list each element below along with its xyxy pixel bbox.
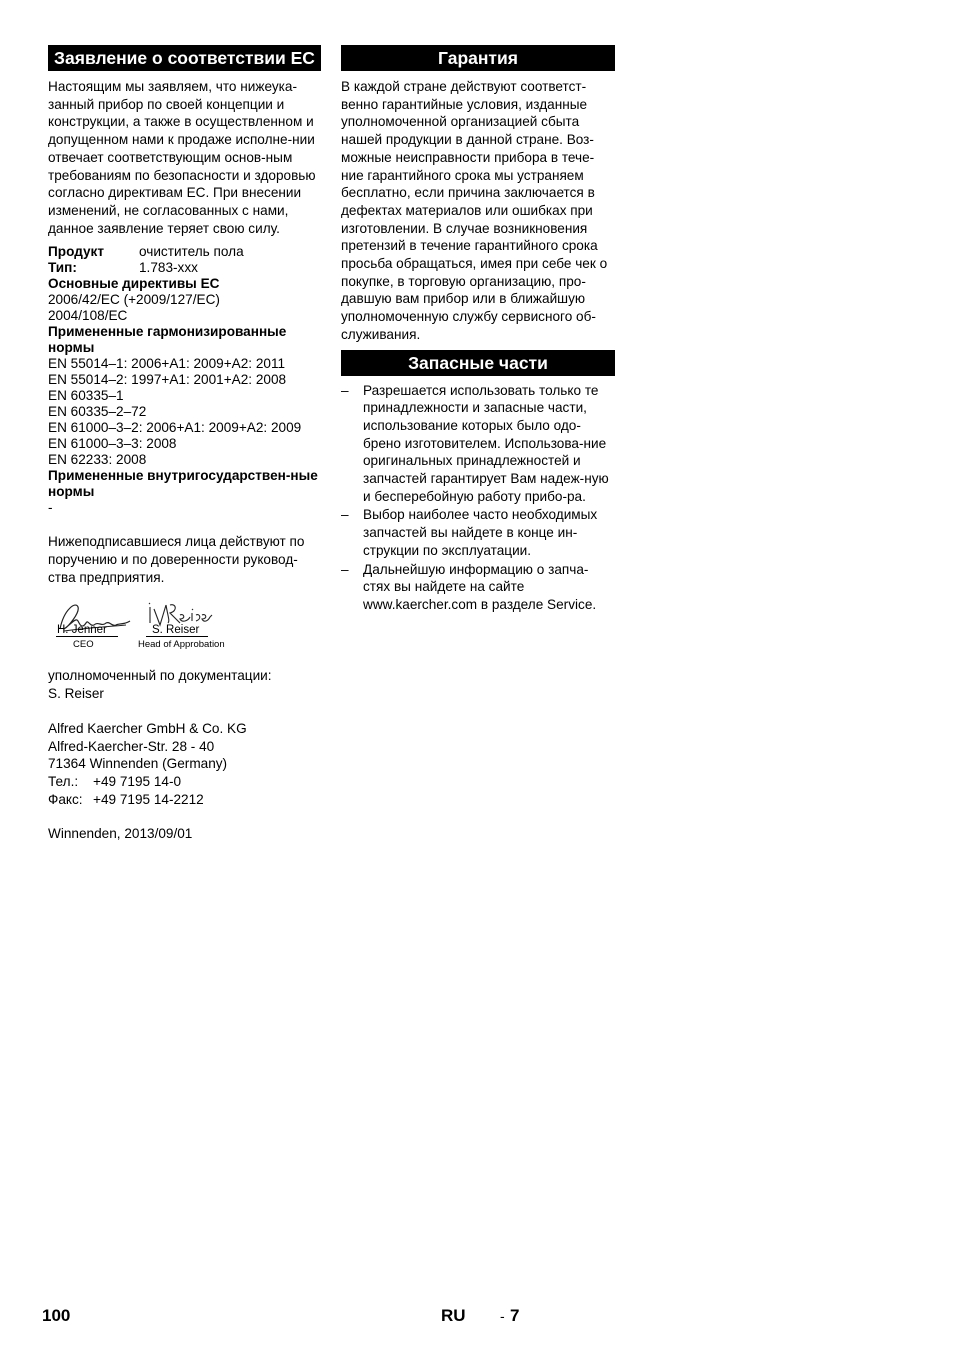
product-label: Продукт bbox=[48, 244, 105, 260]
company-street: Alfred-Kaercher-Str. 28 - 40 bbox=[48, 738, 215, 754]
product-row bbox=[48, 244, 321, 260]
doc-rep-name: S. Reiser bbox=[48, 686, 104, 702]
signatory-title: Head of Approbation bbox=[138, 639, 225, 651]
signatories-text: Нижеподписавшиеся лица действуют по поручению и по доверенности руковод-ства предприятия. bbox=[48, 534, 305, 585]
type-label: Тип: bbox=[48, 260, 77, 276]
directives-heading: Основные директивы ЕС bbox=[48, 276, 220, 292]
company-city: 71364 Winnenden (Germany) bbox=[48, 756, 228, 772]
signatory-name: H. Jenner bbox=[57, 624, 107, 637]
fax-value: +49 7195 14-2212 bbox=[93, 791, 204, 807]
signatures-block bbox=[48, 599, 321, 667]
harmonized-item: EN 55014–1: 2006+A1: 2009+A2: 2011 bbox=[48, 356, 286, 372]
fax-row bbox=[48, 791, 321, 809]
dash-bullet: – bbox=[341, 507, 349, 523]
declaration-heading: Заявление о соответствии ЕС bbox=[48, 45, 321, 71]
warranty-column bbox=[341, 45, 615, 615]
place-date: Winnenden, 2013/09/01 bbox=[48, 826, 193, 842]
doc-rep-block bbox=[48, 667, 321, 702]
signatory-title: CEO bbox=[73, 639, 94, 651]
directive-item: 2006/42/EC (+2009/127/EC) bbox=[48, 292, 220, 308]
harmonized-item: EN 61000–3–2: 2006+A1: 2009+A2: 2009 bbox=[48, 420, 302, 436]
list-item-text: Выбор наиболее часто необходимых запчастей вы найдете в конце ин-струкции по эксплуатации. bbox=[363, 507, 598, 558]
dash-bullet: – bbox=[341, 561, 349, 577]
fax-label: Факс: bbox=[48, 791, 83, 807]
page-number: 100 bbox=[42, 1306, 71, 1325]
language-code: RU bbox=[441, 1306, 466, 1325]
national-heading: Примененные внутригосударствен-ные нормы bbox=[48, 468, 318, 500]
type-value: 1.783-xxx bbox=[139, 260, 198, 276]
directive-item: 2004/108/EC bbox=[48, 308, 128, 324]
list-item bbox=[341, 506, 615, 559]
tel-label: Тел.: bbox=[48, 773, 79, 789]
company-name: Alfred Kaercher GmbH & Co. KG bbox=[48, 720, 247, 736]
list-item bbox=[341, 561, 615, 614]
signatory-name: S. Reiser bbox=[152, 624, 200, 637]
harmonized-item: EN 60335–1 bbox=[48, 388, 124, 404]
product-spec bbox=[48, 244, 321, 516]
list-item-text: Разрешается использовать только те принадлежности и запасные части, использование которых было одо-брено изготовителем. Использова-ние оригинальных принадлежностей и запчастей гарантирует Вам надеж-ную и бесперебойную работу прибо-ра. bbox=[363, 382, 609, 504]
list-item bbox=[341, 382, 615, 506]
spare-parts-heading: Запасные части bbox=[341, 350, 615, 376]
harmonized-item: EN 60335–2–72 bbox=[48, 404, 147, 420]
tel-value: +49 7195 14-0 bbox=[93, 773, 182, 789]
list-item-text: Дальнейшую информацию о запча-стях вы найдете на сайте www.kaercher.com в разделе Service. bbox=[363, 561, 597, 612]
section-page-number: 7 bbox=[510, 1306, 520, 1325]
declaration-intro: Настоящим мы заявляем, что нижеука-занный прибор по своей концепции и конструкции, а также в осуществленном и допущенном нами к продаже исполне-нии отвечает соответствующим основ-ным требованиям по безопасности и здоровью согласно директивам ЕС. При внесении изменений, не согласованных с нами, данное заявление теряет свою силу. bbox=[48, 79, 316, 236]
harmonized-heading: Примененные гармонизированные нормы bbox=[48, 324, 287, 356]
page-separator: - bbox=[500, 1308, 505, 1324]
dash-bullet: – bbox=[341, 382, 349, 398]
type-row bbox=[48, 260, 321, 276]
product-value: очиститель пола bbox=[139, 244, 244, 260]
spare-parts-list bbox=[341, 382, 615, 614]
declaration-column bbox=[48, 45, 321, 843]
harmonized-item: EN 55014–2: 1997+A1: 2001+A2: 2008 bbox=[48, 372, 287, 388]
national-value: - bbox=[48, 500, 53, 516]
harmonized-item: EN 62233: 2008 bbox=[48, 452, 147, 468]
tel-row bbox=[48, 773, 321, 791]
company-address bbox=[48, 720, 321, 809]
warranty-text: В каждой стране действуют соответст-венно гарантийные условия, изданные уполномоченной организацией сбыта нашей продукции в данной стране. Воз-можные неисправности прибора в тече-ние гарантийного срока мы устраняем бесплатно, если причина заключается в дефектах материалов или ошибках при изготовлении. В случае возникновения претензий в течение гарантийного срока просьба обращаться, имея при себе чек о покупке, в торговую организацию, про-давшую вам прибор или в ближайшую уполномоченную службу сервисного об-служивания. bbox=[341, 79, 608, 342]
doc-rep-label: уполномоченный по документации: bbox=[48, 668, 272, 684]
warranty-heading: Гарантия bbox=[341, 45, 615, 71]
harmonized-item: EN 61000–3–3: 2008 bbox=[48, 436, 177, 452]
